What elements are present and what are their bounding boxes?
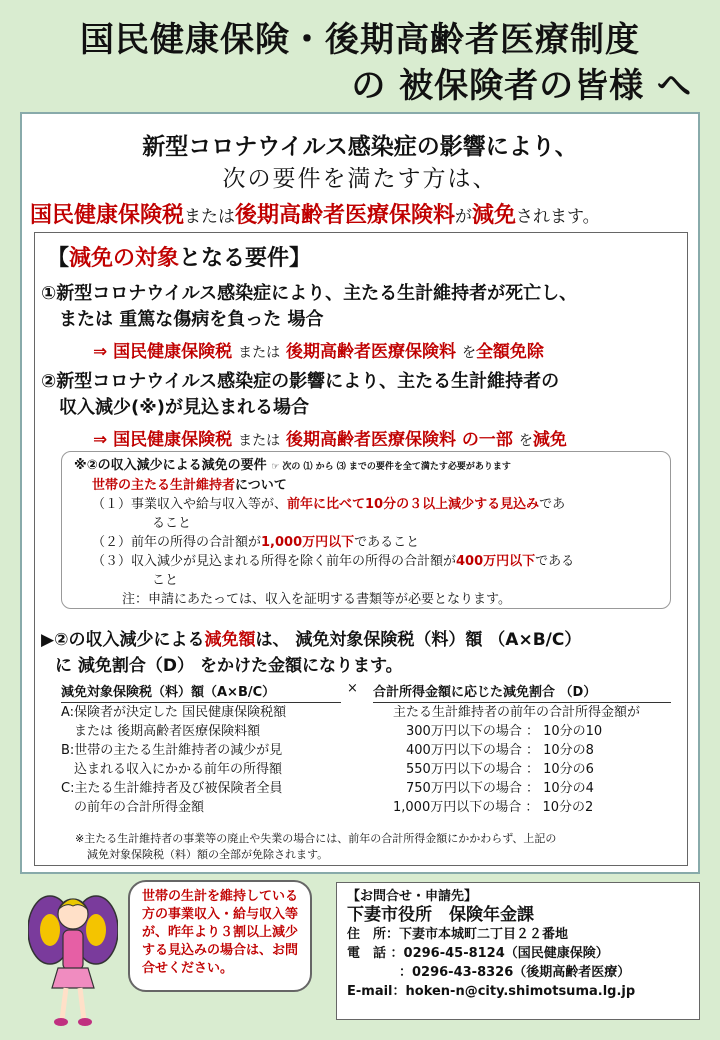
item2-wo: を [518, 433, 533, 449]
item1-or: または [238, 345, 281, 361]
cond3-a: （３）収入減少が見込まれる所得を除く前年の所得の合計額が [92, 554, 457, 569]
calc-l1a: ▶②の収入減少による [41, 630, 205, 650]
speech-bubble: 世帯の生計を維持している方の事業収入・給与収入等が、昨年より３割以上減少する見込みの場合は、お問合せください。 [128, 880, 312, 992]
cond3-red: 400万円以下 [456, 554, 536, 569]
intro-end: されます。 [516, 207, 600, 227]
intro-or: または [184, 207, 236, 227]
note-cond3-cont: こと [152, 573, 179, 588]
cond2-b: であること [354, 535, 420, 550]
left-row: 込まれる収入にかかる前年の所得額 [61, 762, 283, 777]
calc-line1 [41, 625, 581, 650]
left-row: B:世帯の主たる生計維持者の減少が見 [61, 743, 283, 758]
left-row: または 後期高齢者医療保険料額 [61, 724, 261, 739]
calc-red: 減免額 [204, 630, 256, 650]
item2-result: 減免 [532, 430, 567, 450]
intro-tax2: 後期高齢者医療保険料 [235, 203, 456, 228]
item2-or: または [238, 433, 281, 449]
note-head-text: ※②の収入減少による減免の要件 [74, 458, 267, 473]
rate-row: 300万円以下の場合 ： 10分の10 [393, 724, 603, 739]
footnote [75, 831, 675, 863]
table-left-column [61, 681, 341, 817]
main-panel [20, 112, 700, 874]
item1-result: 全額免除 [475, 342, 544, 362]
right-column-header: 合計所得金額に応じた減免割合 （D） [373, 681, 671, 703]
cond1-a: （１）事業収入や給与収入等が、 [92, 497, 288, 512]
note-head-small: ☞ 次の ⑴ から ⑶ までの要件を全て満たす必要があります [271, 462, 511, 472]
arrow-icon: ⇒ [93, 430, 108, 450]
note-cond3 [92, 552, 574, 571]
reduction-note-box [61, 451, 671, 609]
req-head-open: 【 [47, 246, 70, 271]
note-subject [92, 476, 287, 495]
footnote-line2: 減免対象保険税（料）額の全部が免除されます。 [87, 848, 329, 861]
requirements-box [34, 232, 688, 866]
intro-line3 [30, 198, 600, 229]
intro-tax1: 国民健康保険税 [30, 203, 185, 228]
page-title: 国民健康保険・後期高齢者医療制度 [80, 20, 640, 60]
note-subject-rest: について [235, 478, 287, 493]
item2-result-line [93, 425, 567, 450]
cond2-red: 1,000万円以下 [261, 535, 355, 550]
formula-table [61, 681, 671, 829]
item1-line1: ①新型コロナウイルス感染症により、主たる生計維持者が死亡し、 [41, 283, 578, 304]
note-cond1 [92, 495, 565, 514]
requirements-heading [47, 241, 311, 272]
cond1-red: 前年に比べて10分の３以上減少する見込み [287, 497, 540, 512]
footnote-line1: ※主たる生計維持者の事業等の廃止や失業の場合には、前年の合計所得金額にかかわらず、上記の [75, 832, 557, 845]
arrow-icon: ⇒ [93, 342, 108, 362]
contact-heading: 【お問合せ・申請先】 [347, 889, 478, 904]
item1-line2: または 重篤な傷病を負った 場合 [59, 309, 324, 330]
rate-row: 550万円以下の場合 ： 10分の6 [393, 762, 594, 777]
right-rows [373, 703, 671, 817]
item2-tax1: 国民健康保険税 [113, 430, 233, 450]
note-heading [74, 456, 511, 477]
note-cond1-cont: ること [152, 516, 192, 531]
page-subtitle: の 被保険者の皆様 へ [351, 66, 692, 106]
left-row: C:主たる生計維持者及び被保険者全員 [61, 781, 283, 796]
contact-email[interactable]: E-mail：hoken-n@city.shimotsuma.lg.jp [347, 984, 636, 999]
butterfly-mascot-icon [28, 880, 118, 1030]
left-column-header: 減免対象保険税（料）額（A×B/C） [61, 681, 341, 703]
req-head-red: 減免の対象 [69, 246, 180, 271]
contact-phone2: ：0296-43-8326（後期高齢者医療） [347, 965, 631, 980]
item2-line1: ②新型コロナウイルス感染症の影響により、主たる生計維持者の [41, 371, 560, 392]
calc-line2: に 減免割合（D） をかけた金額になります。 [55, 656, 403, 676]
cond2-a: （２）前年の所得の合計額が [92, 535, 262, 550]
note-caution: 注：申請にあたっては、収入を証明する書類等が必要となります。 [122, 592, 511, 607]
item2-tax2: 後期高齢者医療保険料 の一部 [286, 430, 513, 450]
contact-phone1: 電 話 ：0296-45-8124（国民健康保険） [347, 946, 609, 961]
item1-result-line [93, 337, 544, 362]
rate-row: 400万円以下の場合 ： 10分の8 [393, 743, 594, 758]
table-right-column [373, 681, 671, 817]
contact-org: 下妻市役所 保険年金課 [347, 905, 534, 925]
item1-wo: を [461, 345, 476, 361]
contact-address: 住 所：下妻市本城町二丁目２２番地 [347, 927, 569, 942]
item2-line2: 収入減少(※)が見込まれる場合 [59, 397, 309, 418]
note-cond2 [92, 533, 419, 552]
intro-line2: 次の要件を満たす方は、 [222, 166, 498, 192]
item1-tax2: 後期高齢者医療保険料 [286, 342, 457, 362]
rate-row: 主たる生計維持者の前年の合計所得金額が [393, 705, 641, 720]
left-rows [61, 703, 341, 817]
left-row: の前年の合計所得金額 [61, 800, 205, 815]
left-row: A:保険者が決定した 国民健康保険税額 [61, 705, 287, 720]
cond1-b: であ [539, 497, 566, 512]
req-head-rest: となる要件】 [179, 246, 312, 271]
cond3-b: である [535, 554, 575, 569]
note-subject-red: 世帯の主たる生計維持者 [92, 478, 236, 493]
times-icon: × [347, 681, 358, 696]
calc-l1b: は、 減免対象保険税（料）額 （A×B/C） [255, 630, 582, 650]
rate-row: 750万円以下の場合 ： 10分の4 [393, 781, 594, 796]
intro-genmen: 減免 [472, 203, 517, 228]
intro-ga: が [455, 207, 473, 227]
contact-box [336, 882, 700, 1020]
intro-line1: 新型コロナウイルス感染症の影響により、 [142, 134, 578, 160]
item1-tax1: 国民健康保険税 [113, 342, 233, 362]
rate-row: 1,000万円以下の場合 ： 10分の2 [393, 800, 594, 815]
